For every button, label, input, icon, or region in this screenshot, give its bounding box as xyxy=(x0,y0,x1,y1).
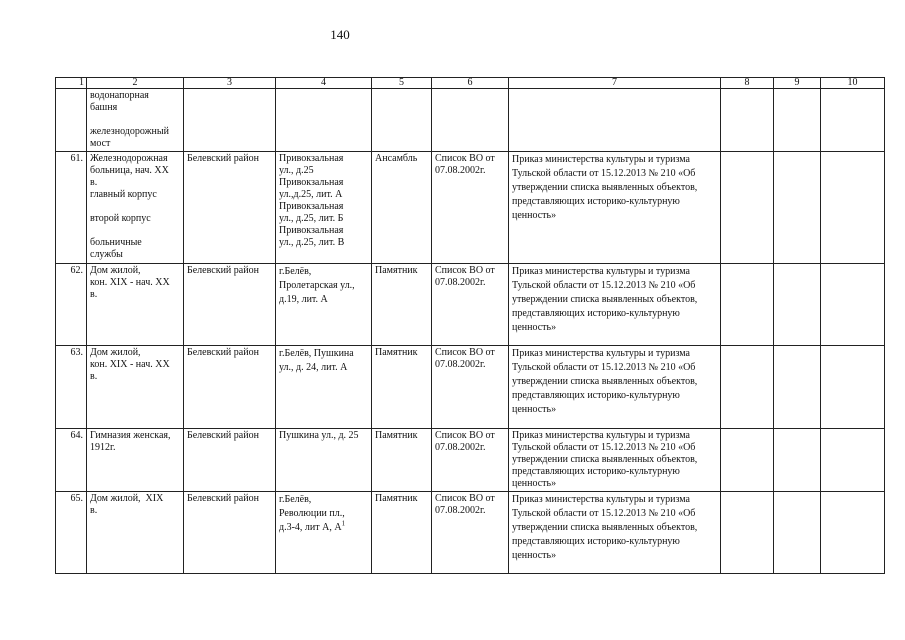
address-line: ул.,д.25, лит. А xyxy=(279,189,343,200)
order-line: Приказ министерства культуры и туризма xyxy=(512,494,690,505)
order-line: Тульской области от 15.12.2013 № 210 «Об xyxy=(512,362,696,373)
row-number-cell: 61. xyxy=(56,152,87,264)
list-line: 07.08.2002г. xyxy=(435,277,486,288)
order-line: представляющих историко-культурную xyxy=(512,390,680,401)
address-line xyxy=(279,521,368,535)
name-line: больничные xyxy=(90,237,142,248)
table-row xyxy=(56,152,885,264)
address-line: ул., д.25, лит. В xyxy=(279,237,345,248)
list-cell xyxy=(432,152,509,264)
empty-cell xyxy=(774,346,821,429)
order-line: Тульской области от 15.12.2013 № 210 «Об xyxy=(512,168,696,179)
name-line: в. xyxy=(90,371,98,382)
name-line: Гимназия женская, xyxy=(90,430,171,441)
list-line: 07.08.2002г. xyxy=(435,165,486,176)
name-line: в. xyxy=(90,505,98,516)
empty-cell xyxy=(821,264,885,346)
type-cell: Ансамбль xyxy=(372,152,432,264)
empty-cell xyxy=(774,264,821,346)
address-cell xyxy=(276,264,372,346)
address-line: г.Белёв, xyxy=(279,494,312,505)
list-cell xyxy=(432,492,509,574)
district-cell: Белевский район xyxy=(184,429,276,492)
empty-cell xyxy=(774,152,821,264)
name-line xyxy=(90,225,180,237)
empty-cell xyxy=(774,89,821,152)
empty-cell xyxy=(721,429,774,492)
order-line: Приказ министерства культуры и туризма xyxy=(512,430,690,441)
name-line: водонапорная xyxy=(90,90,149,101)
address-line: Пролетарская ул., xyxy=(279,280,355,291)
name-line: Дом жилой, xyxy=(90,347,141,358)
address-cell xyxy=(276,152,372,264)
object-name-cell xyxy=(87,152,184,264)
order-line: ценность» xyxy=(512,404,557,415)
empty-cell xyxy=(721,89,774,152)
address-cell xyxy=(276,492,372,574)
empty-cell xyxy=(821,89,885,152)
order-cell xyxy=(509,152,721,264)
name-line: в. xyxy=(90,177,98,188)
empty-cell xyxy=(721,346,774,429)
type-cell: Памятник xyxy=(372,264,432,346)
list-line: 07.08.2002г. xyxy=(435,505,486,516)
district-cell: Белевский район xyxy=(184,264,276,346)
list-line: Список ВО от xyxy=(435,265,495,276)
address-line: ул., д.25 xyxy=(279,165,314,176)
column-header: 5 xyxy=(372,78,432,89)
name-line: больница, нач. XX xyxy=(90,165,169,176)
order-line: Тульской области от 15.12.2013 № 210 «Об xyxy=(512,280,696,291)
order-line: Тульской области от 15.12.2013 № 210 «Об xyxy=(512,442,696,453)
heritage-objects-table xyxy=(55,77,885,574)
order-line: Приказ министерства культуры и туризма xyxy=(512,348,690,359)
order-line: Приказ министерства культуры и туризма xyxy=(512,266,690,277)
order-cell xyxy=(509,264,721,346)
column-header: 9 xyxy=(774,78,821,89)
name-line: мост xyxy=(90,138,111,149)
column-number-row xyxy=(56,78,885,89)
order-line: ценность» xyxy=(512,478,557,489)
empty-cell xyxy=(821,429,885,492)
order-line: представляющих историко-культурную xyxy=(512,536,680,547)
order-line: представляющих историко-культурную xyxy=(512,196,680,207)
address-line: Привокзальная xyxy=(279,153,344,164)
list-cell xyxy=(432,346,509,429)
name-line: Железнодорожная xyxy=(90,153,168,164)
address-line: Привокзальная xyxy=(279,225,344,236)
name-line xyxy=(90,201,180,213)
order-cell xyxy=(509,346,721,429)
order-cell xyxy=(509,492,721,574)
row-number-cell: 62. xyxy=(56,264,87,346)
type-cell: Памятник xyxy=(372,346,432,429)
object-name-cell xyxy=(87,89,184,152)
list-cell xyxy=(432,89,509,152)
district-cell: Белевский район xyxy=(184,346,276,429)
name-line: железнодорожный xyxy=(90,126,169,137)
order-line: утверждении списка выявленных объектов, xyxy=(512,454,698,465)
column-header: 6 xyxy=(432,78,509,89)
type-cell: Памятник xyxy=(372,429,432,492)
column-header: 10 xyxy=(821,78,885,89)
address-cell xyxy=(276,346,372,429)
address-line: г.Белёв, xyxy=(279,266,312,277)
address-cell xyxy=(276,89,372,152)
list-cell xyxy=(432,264,509,346)
district-cell: Белевский район xyxy=(184,492,276,574)
order-line: представляющих историко-культурную xyxy=(512,308,680,319)
order-cell xyxy=(509,429,721,492)
object-name-cell xyxy=(87,492,184,574)
list-line: Список ВО от xyxy=(435,347,495,358)
superscript: 1 xyxy=(341,519,346,528)
order-line: Приказ министерства культуры и туризма xyxy=(512,154,690,165)
address-line: ул., д.25, лит. Б xyxy=(279,213,344,224)
order-line: утверждении списка выявленных объектов, xyxy=(512,294,698,305)
address-line-text: д.3-4, лит А, А xyxy=(279,522,342,533)
row-number-cell xyxy=(56,89,87,152)
list-line: Список ВО от xyxy=(435,493,495,504)
column-header: 4 xyxy=(276,78,372,89)
address-line: Привокзальная xyxy=(279,177,344,188)
table-row xyxy=(56,264,885,346)
object-name-cell xyxy=(87,264,184,346)
column-header: 8 xyxy=(721,78,774,89)
table-row xyxy=(56,492,885,574)
name-line: службы xyxy=(90,249,123,260)
order-line: представляющих историко-культурную xyxy=(512,466,680,477)
table-row xyxy=(56,429,885,492)
row-number-cell: 63. xyxy=(56,346,87,429)
column-header: 3 xyxy=(184,78,276,89)
row-number-cell: 65. xyxy=(56,492,87,574)
address-line: г.Белёв, Пушкина xyxy=(279,348,354,359)
list-line: Список ВО от xyxy=(435,430,495,441)
empty-cell xyxy=(721,264,774,346)
order-line: ценность» xyxy=(512,550,557,561)
column-header: 7 xyxy=(509,78,721,89)
order-line: Тульской области от 15.12.2013 № 210 «Об xyxy=(512,508,696,519)
address-cell xyxy=(276,429,372,492)
name-line: Дом жилой, xyxy=(90,265,141,276)
order-line: утверждении списка выявленных объектов, xyxy=(512,376,698,387)
name-line: 1912г. xyxy=(90,442,116,453)
district-cell: Белевский район xyxy=(184,152,276,264)
empty-cell xyxy=(721,152,774,264)
table-row xyxy=(56,346,885,429)
empty-cell xyxy=(821,346,885,429)
page-number: 140 xyxy=(330,27,350,42)
column-header: 2 xyxy=(87,78,184,89)
list-line: 07.08.2002г. xyxy=(435,442,486,453)
type-cell: Памятник xyxy=(372,492,432,574)
empty-cell xyxy=(721,492,774,574)
list-line: 07.08.2002г. xyxy=(435,359,486,370)
name-line: кон. XIX - нач. XX xyxy=(90,277,170,288)
order-line: утверждении списка выявленных объектов, xyxy=(512,182,698,193)
name-line: второй корпус xyxy=(90,213,151,224)
address-line: ул., д. 24, лит. А xyxy=(279,362,348,373)
object-name-cell xyxy=(87,346,184,429)
address-line: Привокзальная xyxy=(279,201,344,212)
empty-cell xyxy=(774,492,821,574)
column-header: 1 xyxy=(56,78,87,89)
name-line: в. xyxy=(90,289,98,300)
table-row-continuation xyxy=(56,89,885,152)
name-line: башня xyxy=(90,102,118,113)
empty-cell xyxy=(774,429,821,492)
row-number-cell: 64. xyxy=(56,429,87,492)
order-line: ценность» xyxy=(512,210,557,221)
address-line: Пушкина ул., д. 25 xyxy=(279,430,359,441)
address-line: Революции пл., xyxy=(279,508,345,519)
name-line: кон. XIX - нач. XX xyxy=(90,359,170,370)
empty-cell xyxy=(821,152,885,264)
name-line: Дом жилой, XIX xyxy=(90,493,164,504)
list-line: Список ВО от xyxy=(435,153,495,164)
object-name-cell xyxy=(87,429,184,492)
address-line: д.19, лит. А xyxy=(279,294,328,305)
list-cell xyxy=(432,429,509,492)
order-line: утверждении списка выявленных объектов, xyxy=(512,522,698,533)
name-line xyxy=(90,114,180,126)
order-cell xyxy=(509,89,721,152)
type-cell xyxy=(372,89,432,152)
district-cell xyxy=(184,89,276,152)
order-line: ценность» xyxy=(512,322,557,333)
empty-cell xyxy=(821,492,885,574)
name-line: главный корпус xyxy=(90,189,157,200)
